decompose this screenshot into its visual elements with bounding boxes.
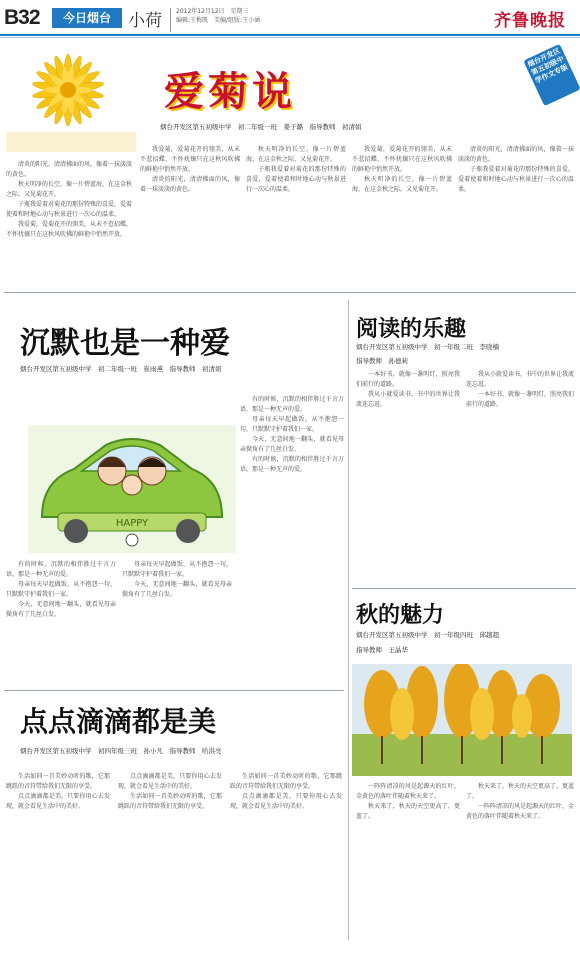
paragraph: 点点滴滴都是美，只要你用心去发现，就会看见生活中的美好。 — [118, 773, 222, 790]
article-2-col-2 — [122, 560, 232, 680]
paragraph: 子瓶我爱着对菊花的那份特殊的喜爱，爱着使着和时地心动与秋景进行一次心的温柔。 — [6, 201, 132, 218]
article-1-col-3 — [246, 145, 346, 285]
chrysanthemum-image — [6, 42, 136, 152]
column-name: 小荷 — [128, 11, 162, 31]
article-teacher: 指导教师 王晶华 — [356, 646, 408, 654]
paragraph: 子瓶我爱着对菊花的那份特殊的喜爱，爱着使着和时地心动与秋景进行一次心的温柔。 — [246, 166, 346, 193]
article-title-qiu: 秋的魅力 — [356, 603, 445, 628]
paragraph: 我从小就爱读书，书中的世界让我流连忘返。 — [466, 371, 574, 388]
article-title-dian-di: 点点滴滴都是美 — [20, 705, 217, 738]
article-3-col-3 — [230, 772, 342, 967]
section-tag: 今日烟台 — [52, 8, 122, 28]
section-divider — [4, 690, 344, 691]
paragraph: 清炎的阳光，清清拂面的风，像着一抹淡淡的黄色。 — [458, 146, 574, 163]
article-1-col-4 — [352, 145, 452, 285]
paragraph: 有的时候，沉默的相伴胜过千言万语，那是一种无声的爱。 — [6, 561, 116, 578]
article-1-col-5 — [458, 145, 574, 285]
paragraph: 母亲每天早起做饭，从不抱怨一句，只默默守护着我们一家。 — [6, 581, 116, 598]
paragraph: 生活如同一首美妙动听的歌，它那跳跃的音符带给我们无限的享受。 — [118, 793, 222, 810]
article-byline: 烟台开发区第五初级中学 初二年级一班 姜子璐 指导教师 初清娟 — [160, 123, 362, 131]
article-byline: 烟台开发区第五初级中学 初四年级三班 孙小凡 指导教师 哈洪亮 — [20, 747, 222, 755]
article-1-col-2 — [140, 145, 240, 285]
paragraph: 今天，无意间地一翻头，就看见母亲鬓角有了几丝白发。 — [6, 601, 116, 618]
paragraph: 我爱菊，爱菊花开的翎美，从未不惹招蝶，不怀扰攘只在这秋风吹拂的鲜艳中悄然开放。 — [140, 146, 240, 173]
car-plate-text: HAPPY — [115, 518, 149, 529]
paragraph: 一阵阵清凉的风是起源天的红叶，金黄色的落叶伴随着秋天来了。 — [356, 783, 460, 800]
header-editors: 编辑:王梅凯 美编/组版:王小涵 — [176, 17, 261, 24]
header-info — [176, 7, 260, 25]
special-edition-badge: 烟台开发区第五初级中学作文专版 — [523, 44, 580, 106]
article-title-ai-ju-shuo: 爱菊说 — [164, 69, 296, 115]
paragraph: 母亲每天早起做饭，从不抱怨一句，只默默守护着我们一家。 — [240, 416, 344, 433]
paragraph: 有的时候，沉默的相伴胜过千言万语，那是一种无声的爱。 — [240, 456, 344, 473]
paragraph: 今天，无意间地一翻头，就看见母亲鬓角有了几丝白发。 — [122, 581, 232, 598]
column-divider — [348, 300, 349, 940]
paragraph: 秋天来了，秋天的天空更高了，更蓝了。 — [466, 783, 574, 800]
article-1-col-1 — [6, 160, 132, 284]
paragraph: 母亲每天早起做饭，从不抱怨一句，只默默守护着我们一家。 — [122, 561, 232, 578]
paragraph: 我爱菊，爱菊花开的翎美，从未不惹招蝶，不怀扰攘只在这秋风吹拂的鲜艳中悄然开放。 — [352, 146, 452, 173]
header-separator — [170, 8, 171, 32]
paragraph: 一本好书，就像一盏明灯，照亮我们前行的道路。 — [466, 391, 574, 408]
paragraph: 一阵阵清凉的风是起源天的红叶，金黄色的落叶伴随着秋天来了。 — [466, 803, 574, 820]
autumn-trees-photo — [352, 664, 572, 776]
article-byline: 烟台开发区第五初级中学 初一年级二班 李晓楠 — [356, 343, 499, 351]
header-rule — [0, 34, 580, 36]
paragraph: 我从小就爱读书，书中的世界让我流连忘返。 — [356, 391, 460, 408]
article-byline: 烟台开发区第五初级中学 初一年级四班 邱越超 — [356, 631, 499, 639]
paragraph: 今天，无意间地一翻头，就看见母亲鬓角有了几丝白发。 — [240, 436, 344, 453]
page-number: B32 — [4, 6, 40, 29]
header-rule-thin — [0, 37, 580, 38]
paragraph: 清炎的阳光，清清拂面的风，像着一抹淡淡的黄色。 — [6, 161, 132, 178]
article-byline: 烟台开发区第五初级中学 初二年级一班 崔雨燕 指导教师 初清娟 — [20, 365, 222, 373]
paragraph: 子瓶我爱着对菊花的那份特殊的喜爱，爱着使着和时地心动与秋景进行一次心的温柔。 — [458, 166, 574, 193]
paragraph: 点点滴滴都是美，只要你用心去发现，就会看见生活中的美好。 — [230, 793, 342, 810]
article-4-col-1 — [356, 370, 460, 580]
paragraph: 清炎的阳光，清清拂面的风，像着一抹淡淡的黄色。 — [140, 176, 240, 193]
paragraph: 有的时候，沉默的相伴胜过千言万语，那是一种无声的爱。 — [240, 396, 344, 413]
article-title-chen-mo: 沉默也是一种爱 — [20, 326, 230, 361]
newspaper-logo: 齐鲁晚报 — [494, 11, 566, 31]
paragraph: 生活如同一首美妙动听的歌，它那跳跃的音符带给我们无限的享受。 — [6, 773, 110, 790]
paragraph: 生活如同一首美妙动听的歌，它那跳跃的音符带给我们无限的享受。 — [230, 773, 342, 790]
article-4-col-2 — [466, 370, 574, 580]
paragraph: 秋天明净的长空，像一片碧蓝海，在这金秋之际，又见菊花开。 — [6, 181, 132, 198]
paragraph: 秋天明净的长空，像一片碧蓝海，在这金秋之际，又见菊花开。 — [352, 176, 452, 193]
article-3-col-1 — [6, 772, 110, 967]
article-3-col-2 — [118, 772, 222, 967]
paragraph: 秋天来了，秋天的天空更高了，更蓝了。 — [356, 803, 460, 820]
article-teacher: 指导教师 孙德莉 — [356, 357, 408, 365]
family-car-illustration — [28, 425, 236, 553]
paragraph: 秋天明净的长空，像一片碧蓝海，在这金秋之际，又见菊花开。 — [246, 146, 346, 163]
section-divider — [4, 292, 576, 293]
header-date: 2012年12月12日 星期三 — [176, 8, 249, 15]
article-5-col-1 — [356, 782, 460, 967]
paragraph: 点点滴滴都是美，只要你用心去发现，就会看见生活中的美好。 — [6, 793, 110, 810]
paragraph: 我爱菊，爱菊花开的翎美，从未不惹招蝶，不怀扰攘只在这秋风吹拂的鲜艳中悄然开放。 — [6, 221, 132, 238]
article-title-yue-du: 阅读的乐趣 — [356, 317, 467, 342]
article-2-col-3 — [240, 395, 344, 680]
article-5-col-2 — [466, 782, 574, 967]
section-divider — [352, 588, 576, 589]
paragraph: 一本好书，就像一盏明灯，照亮我们前行的道路。 — [356, 371, 460, 388]
article-2-col-1 — [6, 560, 116, 680]
